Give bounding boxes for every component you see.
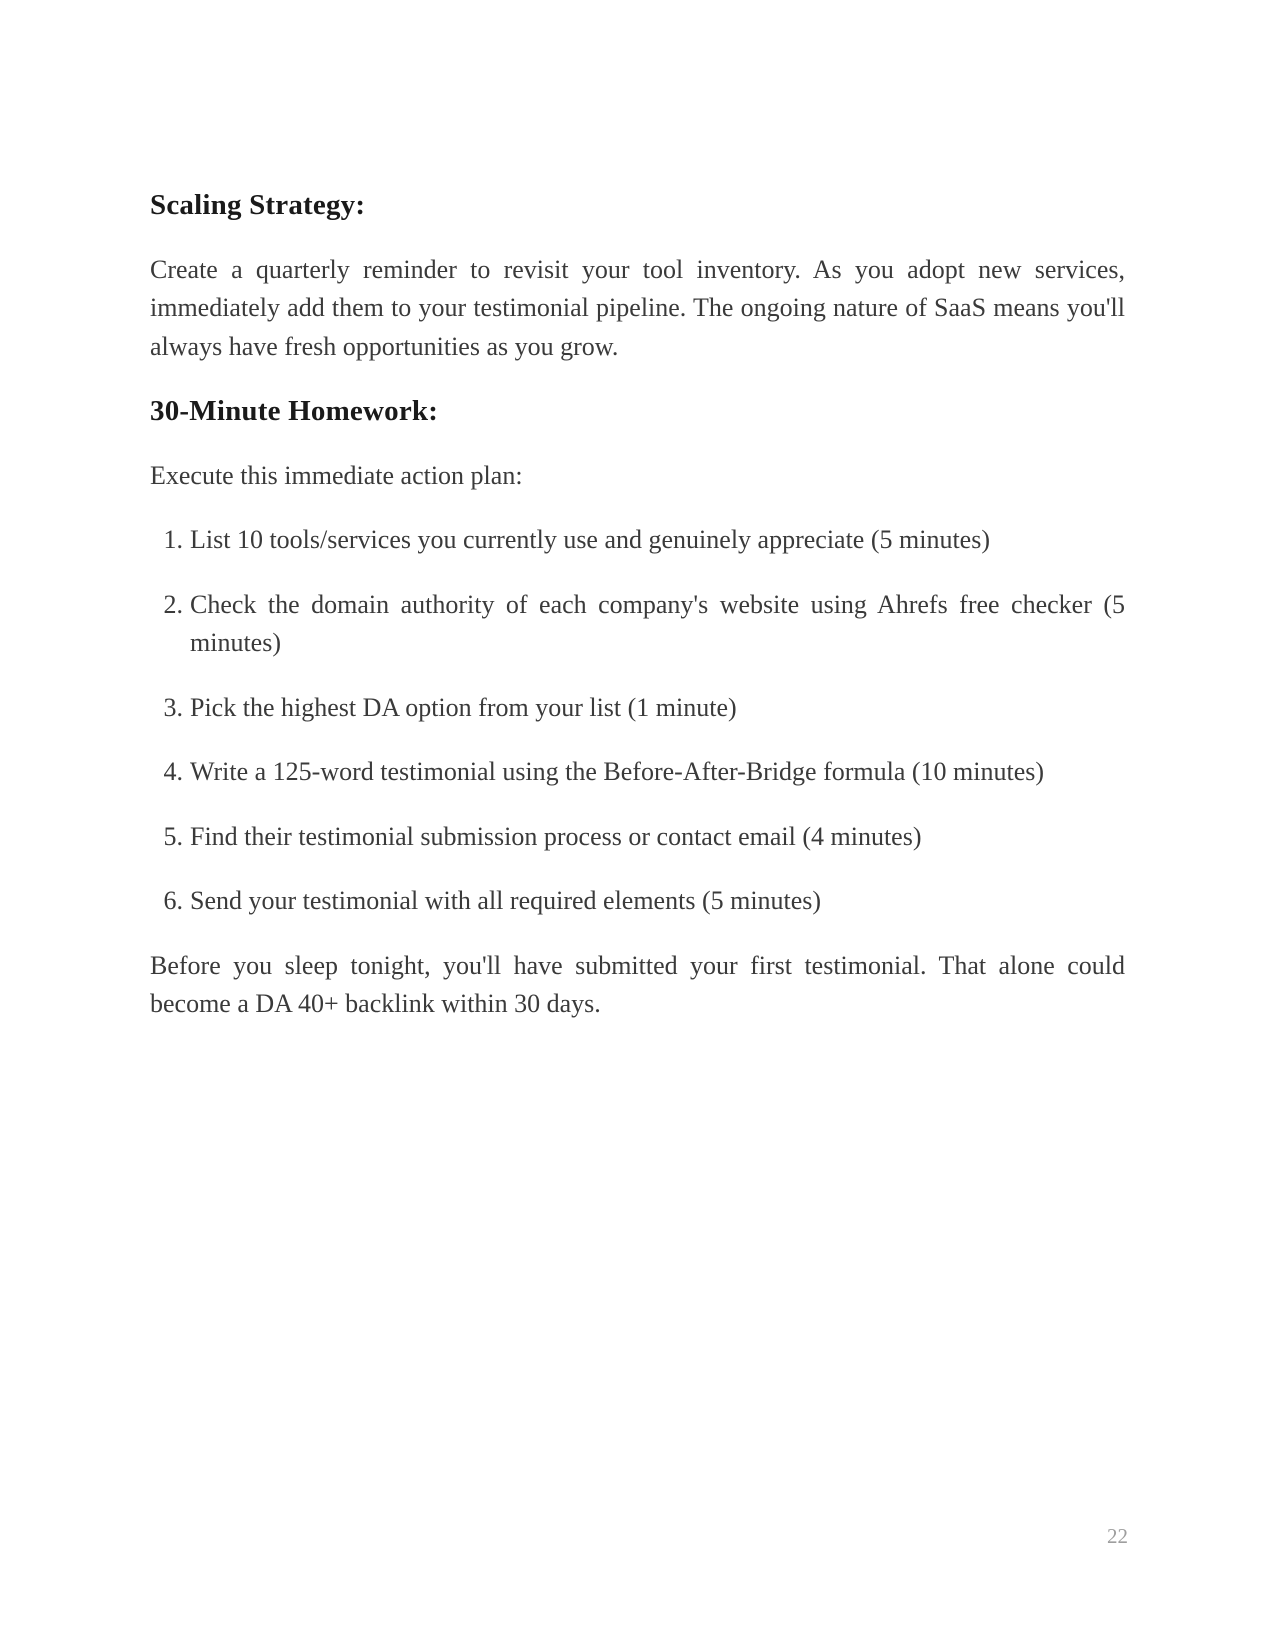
action-item-number: 2. — [163, 589, 183, 619]
action-item-number: 4. — [163, 757, 183, 786]
action-item — [150, 586, 1125, 663]
action-item-number: 3. — [163, 692, 183, 722]
action-item — [150, 818, 1125, 857]
action-item — [150, 689, 1125, 728]
action-item-text: List 10 tools/services you currently use and genuinely appreciate (5 minutes) — [190, 525, 990, 554]
action-item-text: Pick the highest DA option from your list (1 minute) — [190, 692, 737, 722]
action-item-text: Send your testimonial with all required elements (5 minutes) — [190, 886, 822, 915]
page-number: 22 — [1107, 1524, 1128, 1548]
action-item-number: 1. — [163, 525, 183, 554]
section-heading-homework: 30-Minute Homework: — [150, 395, 439, 427]
paragraph-closing: Before you sleep tonight, you'll have submitted your first testimonial. That alone could become a DA 40+ backlink within 30 days. — [150, 950, 1125, 1018]
section-heading-scaling: Scaling Strategy: — [150, 189, 366, 221]
paragraph-homework-intro: Execute this immediate action plan: — [150, 460, 523, 490]
action-items-list — [150, 521, 1125, 921]
action-item-text: Write a 125-word testimonial using the Before-After-Bridge formula (10 minutes) — [190, 757, 1045, 786]
action-item — [150, 882, 1125, 921]
paragraph-scaling-strategy: Create a quarterly reminder to revisit your tool inventory. As you adopt new services, immediately add them to your testimonial pipeline. The ongoing nature of SaaS means you'll always have fresh opportunities as you grow. — [150, 254, 1125, 361]
action-item — [150, 521, 1125, 560]
action-item — [150, 753, 1125, 792]
action-item-text: Check the domain authority of each company's website using Ahrefs free checker (5 minutes) — [190, 589, 1125, 657]
action-item-text: Find their testimonial submission process or contact email (4 minutes) — [190, 821, 922, 851]
action-item-number: 6. — [163, 886, 183, 915]
action-item-number: 5. — [163, 821, 183, 851]
